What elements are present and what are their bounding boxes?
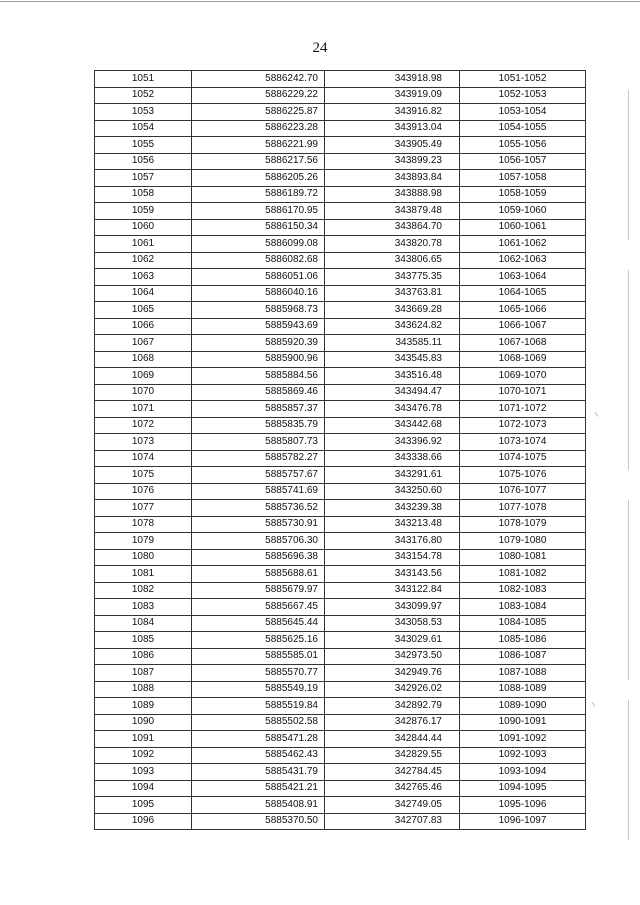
table-row [95, 203, 586, 220]
segment-cell: 1057-1058 [460, 170, 586, 187]
table-row [95, 401, 586, 418]
scan-speck [595, 412, 599, 417]
x-coordinate-cell: 5885730.91 [192, 516, 325, 533]
y-coordinate-cell: 343893.84 [325, 170, 460, 187]
y-coordinate-cell: 342973.50 [325, 648, 460, 665]
y-coordinate-cell: 342707.83 [325, 813, 460, 830]
y-coordinate-cell: 343763.81 [325, 285, 460, 302]
point-number-cell: 1087 [95, 665, 192, 682]
y-coordinate-cell: 343864.70 [325, 219, 460, 236]
point-number-cell: 1067 [95, 335, 192, 352]
point-number-cell: 1059 [95, 203, 192, 220]
segment-cell: 1080-1081 [460, 549, 586, 566]
point-number-cell: 1089 [95, 698, 192, 715]
table-row [95, 714, 586, 731]
table-row [95, 285, 586, 302]
x-coordinate-cell: 5885757.67 [192, 467, 325, 484]
segment-cell: 1082-1083 [460, 582, 586, 599]
table-row [95, 764, 586, 781]
table-row [95, 252, 586, 269]
x-coordinate-cell: 5886205.26 [192, 170, 325, 187]
point-number-cell: 1083 [95, 599, 192, 616]
x-coordinate-cell: 5885679.97 [192, 582, 325, 599]
table-row [95, 566, 586, 583]
segment-cell: 1086-1087 [460, 648, 586, 665]
point-number-cell: 1063 [95, 269, 192, 286]
table-row [95, 384, 586, 401]
y-coordinate-cell: 343213.48 [325, 516, 460, 533]
y-coordinate-cell: 343879.48 [325, 203, 460, 220]
y-coordinate-cell: 343029.61 [325, 632, 460, 649]
x-coordinate-cell: 5885869.46 [192, 384, 325, 401]
point-number-cell: 1078 [95, 516, 192, 533]
table-row [95, 186, 586, 203]
table-row [95, 813, 586, 830]
x-coordinate-cell: 5885807.73 [192, 434, 325, 451]
table-row [95, 269, 586, 286]
table-row [95, 450, 586, 467]
x-coordinate-cell: 5886217.56 [192, 153, 325, 170]
x-coordinate-cell: 5885421.21 [192, 780, 325, 797]
y-coordinate-cell: 343669.28 [325, 302, 460, 319]
y-coordinate-cell: 343476.78 [325, 401, 460, 418]
scan-artifact [628, 270, 629, 470]
table-row [95, 302, 586, 319]
point-number-cell: 1074 [95, 450, 192, 467]
point-number-cell: 1061 [95, 236, 192, 253]
table-row [95, 648, 586, 665]
point-number-cell: 1086 [95, 648, 192, 665]
y-coordinate-cell: 342949.76 [325, 665, 460, 682]
scan-speck [592, 702, 596, 707]
segment-cell: 1061-1062 [460, 236, 586, 253]
point-number-cell: 1076 [95, 483, 192, 500]
x-coordinate-cell: 5885431.79 [192, 764, 325, 781]
y-coordinate-cell: 342844.44 [325, 731, 460, 748]
y-coordinate-cell: 343442.68 [325, 417, 460, 434]
table-row [95, 483, 586, 500]
point-number-cell: 1095 [95, 797, 192, 814]
point-number-cell: 1060 [95, 219, 192, 236]
x-coordinate-cell: 5885696.38 [192, 549, 325, 566]
scan-artifact [628, 500, 629, 680]
page-number: 24 [312, 40, 328, 56]
point-number-cell: 1094 [95, 780, 192, 797]
table-row [95, 71, 586, 88]
segment-cell: 1064-1065 [460, 285, 586, 302]
y-coordinate-cell: 343888.98 [325, 186, 460, 203]
segment-cell: 1072-1073 [460, 417, 586, 434]
segment-cell: 1063-1064 [460, 269, 586, 286]
segment-cell: 1077-1078 [460, 500, 586, 517]
x-coordinate-cell: 5885625.16 [192, 632, 325, 649]
y-coordinate-cell: 343899.23 [325, 153, 460, 170]
point-number-cell: 1070 [95, 384, 192, 401]
segment-cell: 1093-1094 [460, 764, 586, 781]
segment-cell: 1078-1079 [460, 516, 586, 533]
x-coordinate-cell: 5885688.61 [192, 566, 325, 583]
y-coordinate-cell: 342892.79 [325, 698, 460, 715]
y-coordinate-cell: 343913.04 [325, 120, 460, 137]
table-row [95, 467, 586, 484]
point-number-cell: 1057 [95, 170, 192, 187]
point-number-cell: 1065 [95, 302, 192, 319]
x-coordinate-cell: 5886170.95 [192, 203, 325, 220]
x-coordinate-cell: 5886242.70 [192, 71, 325, 88]
table-row [95, 87, 586, 104]
table-row [95, 731, 586, 748]
y-coordinate-cell: 342876.17 [325, 714, 460, 731]
x-coordinate-cell: 5885408.91 [192, 797, 325, 814]
point-number-cell: 1079 [95, 533, 192, 550]
y-coordinate-cell: 343143.56 [325, 566, 460, 583]
y-coordinate-cell: 343250.60 [325, 483, 460, 500]
point-number-cell: 1064 [95, 285, 192, 302]
segment-cell: 1065-1066 [460, 302, 586, 319]
table-row [95, 533, 586, 550]
table-row [95, 780, 586, 797]
segment-cell: 1094-1095 [460, 780, 586, 797]
y-coordinate-cell: 343494.47 [325, 384, 460, 401]
y-coordinate-cell: 342926.02 [325, 681, 460, 698]
table-row [95, 797, 586, 814]
x-coordinate-cell: 5886150.34 [192, 219, 325, 236]
y-coordinate-cell: 343291.61 [325, 467, 460, 484]
table-row [95, 417, 586, 434]
segment-cell: 1068-1069 [460, 351, 586, 368]
x-coordinate-cell: 5886221.99 [192, 137, 325, 154]
x-coordinate-cell: 5885736.52 [192, 500, 325, 517]
point-number-cell: 1055 [95, 137, 192, 154]
segment-cell: 1075-1076 [460, 467, 586, 484]
x-coordinate-cell: 5885519.84 [192, 698, 325, 715]
y-coordinate-cell: 343176.80 [325, 533, 460, 550]
x-coordinate-cell: 5885782.27 [192, 450, 325, 467]
table-row [95, 104, 586, 121]
y-coordinate-cell: 343154.78 [325, 549, 460, 566]
point-number-cell: 1082 [95, 582, 192, 599]
x-coordinate-cell: 5885502.58 [192, 714, 325, 731]
x-coordinate-cell: 5886082.68 [192, 252, 325, 269]
point-number-cell: 1052 [95, 87, 192, 104]
segment-cell: 1073-1074 [460, 434, 586, 451]
coordinates-table [94, 70, 586, 830]
table-row [95, 582, 586, 599]
table-row [95, 500, 586, 517]
y-coordinate-cell: 343585.11 [325, 335, 460, 352]
y-coordinate-cell: 343624.82 [325, 318, 460, 335]
point-number-cell: 1058 [95, 186, 192, 203]
x-coordinate-cell: 5886223.28 [192, 120, 325, 137]
x-coordinate-cell: 5885900.96 [192, 351, 325, 368]
segment-cell: 1083-1084 [460, 599, 586, 616]
point-number-cell: 1084 [95, 615, 192, 632]
y-coordinate-cell: 342784.45 [325, 764, 460, 781]
x-coordinate-cell: 5885884.56 [192, 368, 325, 385]
x-coordinate-cell: 5885741.69 [192, 483, 325, 500]
scan-artifact [628, 90, 629, 240]
table-row [95, 516, 586, 533]
table-row [95, 681, 586, 698]
x-coordinate-cell: 5885706.30 [192, 533, 325, 550]
point-number-cell: 1092 [95, 747, 192, 764]
point-number-cell: 1088 [95, 681, 192, 698]
point-number-cell: 1054 [95, 120, 192, 137]
table-row [95, 434, 586, 451]
segment-cell: 1090-1091 [460, 714, 586, 731]
y-coordinate-cell: 343239.38 [325, 500, 460, 517]
table-row [95, 335, 586, 352]
x-coordinate-cell: 5885462.43 [192, 747, 325, 764]
y-coordinate-cell: 343820.78 [325, 236, 460, 253]
segment-cell: 1091-1092 [460, 731, 586, 748]
segment-cell: 1076-1077 [460, 483, 586, 500]
segment-cell: 1051-1052 [460, 71, 586, 88]
point-number-cell: 1081 [95, 566, 192, 583]
segment-cell: 1088-1089 [460, 681, 586, 698]
x-coordinate-cell: 5885968.73 [192, 302, 325, 319]
point-number-cell: 1069 [95, 368, 192, 385]
table-row [95, 549, 586, 566]
x-coordinate-cell: 5885570.77 [192, 665, 325, 682]
x-coordinate-cell: 5886099.08 [192, 236, 325, 253]
y-coordinate-cell: 343806.65 [325, 252, 460, 269]
segment-cell: 1058-1059 [460, 186, 586, 203]
table-row [95, 137, 586, 154]
page-top-rule [0, 1, 640, 2]
y-coordinate-cell: 343058.53 [325, 615, 460, 632]
y-coordinate-cell: 343918.98 [325, 71, 460, 88]
x-coordinate-cell: 5885585.01 [192, 648, 325, 665]
y-coordinate-cell: 343919.09 [325, 87, 460, 104]
table-row [95, 747, 586, 764]
table-row [95, 665, 586, 682]
segment-cell: 1074-1075 [460, 450, 586, 467]
segment-cell: 1095-1096 [460, 797, 586, 814]
point-number-cell: 1080 [95, 549, 192, 566]
table-row [95, 599, 586, 616]
table-row [95, 368, 586, 385]
segment-cell: 1052-1053 [460, 87, 586, 104]
point-number-cell: 1066 [95, 318, 192, 335]
point-number-cell: 1096 [95, 813, 192, 830]
segment-cell: 1060-1061 [460, 219, 586, 236]
segment-cell: 1055-1056 [460, 137, 586, 154]
table-row [95, 698, 586, 715]
x-coordinate-cell: 5886051.06 [192, 269, 325, 286]
table-row [95, 632, 586, 649]
segment-cell: 1066-1067 [460, 318, 586, 335]
y-coordinate-cell: 343545.83 [325, 351, 460, 368]
table-row [95, 170, 586, 187]
segment-cell: 1079-1080 [460, 533, 586, 550]
y-coordinate-cell: 343905.49 [325, 137, 460, 154]
y-coordinate-cell: 342829.55 [325, 747, 460, 764]
x-coordinate-cell: 5885471.28 [192, 731, 325, 748]
x-coordinate-cell: 5885920.39 [192, 335, 325, 352]
segment-cell: 1062-1063 [460, 252, 586, 269]
segment-cell: 1067-1068 [460, 335, 586, 352]
point-number-cell: 1093 [95, 764, 192, 781]
coordinates-table-body [95, 71, 586, 830]
segment-cell: 1084-1085 [460, 615, 586, 632]
point-number-cell: 1091 [95, 731, 192, 748]
x-coordinate-cell: 5885857.37 [192, 401, 325, 418]
point-number-cell: 1077 [95, 500, 192, 517]
table-row [95, 318, 586, 335]
table-row [95, 120, 586, 137]
point-number-cell: 1090 [95, 714, 192, 731]
segment-cell: 1071-1072 [460, 401, 586, 418]
x-coordinate-cell: 5886040.16 [192, 285, 325, 302]
point-number-cell: 1056 [95, 153, 192, 170]
y-coordinate-cell: 343122.84 [325, 582, 460, 599]
table-row [95, 219, 586, 236]
x-coordinate-cell: 5886229.22 [192, 87, 325, 104]
point-number-cell: 1062 [95, 252, 192, 269]
table-row [95, 236, 586, 253]
x-coordinate-cell: 5886189.72 [192, 186, 325, 203]
point-number-cell: 1051 [95, 71, 192, 88]
table-row [95, 351, 586, 368]
x-coordinate-cell: 5886225.87 [192, 104, 325, 121]
segment-cell: 1053-1054 [460, 104, 586, 121]
table-row [95, 615, 586, 632]
segment-cell: 1087-1088 [460, 665, 586, 682]
segment-cell: 1056-1057 [460, 153, 586, 170]
y-coordinate-cell: 343338.66 [325, 450, 460, 467]
y-coordinate-cell: 342749.05 [325, 797, 460, 814]
point-number-cell: 1072 [95, 417, 192, 434]
x-coordinate-cell: 5885549.19 [192, 681, 325, 698]
point-number-cell: 1073 [95, 434, 192, 451]
x-coordinate-cell: 5885370.50 [192, 813, 325, 830]
segment-cell: 1081-1082 [460, 566, 586, 583]
segment-cell: 1096-1097 [460, 813, 586, 830]
point-number-cell: 1053 [95, 104, 192, 121]
segment-cell: 1085-1086 [460, 632, 586, 649]
segment-cell: 1089-1090 [460, 698, 586, 715]
x-coordinate-cell: 5885667.45 [192, 599, 325, 616]
y-coordinate-cell: 342765.46 [325, 780, 460, 797]
y-coordinate-cell: 343916.82 [325, 104, 460, 121]
segment-cell: 1054-1055 [460, 120, 586, 137]
y-coordinate-cell: 343099.97 [325, 599, 460, 616]
point-number-cell: 1071 [95, 401, 192, 418]
y-coordinate-cell: 343775.35 [325, 269, 460, 286]
y-coordinate-cell: 343396.92 [325, 434, 460, 451]
point-number-cell: 1075 [95, 467, 192, 484]
segment-cell: 1069-1070 [460, 368, 586, 385]
x-coordinate-cell: 5885645.44 [192, 615, 325, 632]
segment-cell: 1070-1071 [460, 384, 586, 401]
segment-cell: 1059-1060 [460, 203, 586, 220]
scan-artifact [628, 700, 629, 840]
y-coordinate-cell: 343516.48 [325, 368, 460, 385]
x-coordinate-cell: 5885835.79 [192, 417, 325, 434]
segment-cell: 1092-1093 [460, 747, 586, 764]
x-coordinate-cell: 5885943.69 [192, 318, 325, 335]
point-number-cell: 1068 [95, 351, 192, 368]
point-number-cell: 1085 [95, 632, 192, 649]
table-row [95, 153, 586, 170]
